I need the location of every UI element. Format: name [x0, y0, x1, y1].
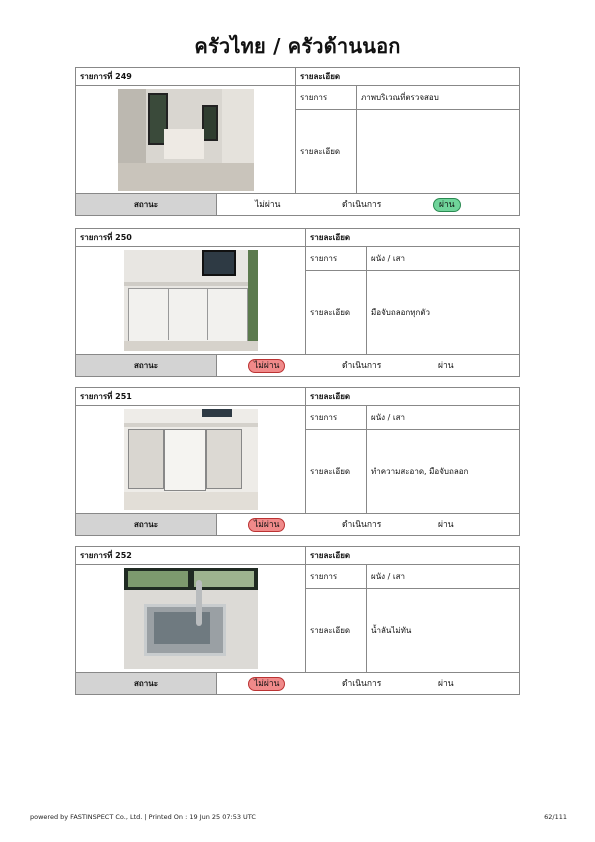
status-option-fail[interactable]: ไม่ผ่าน [248, 359, 285, 373]
detail-header: รายละเอียด [310, 551, 351, 560]
inspection-item-249 [75, 67, 520, 216]
inspection-photo[interactable] [124, 568, 258, 669]
status-option-in-progress[interactable]: ดำเนินการ [342, 199, 382, 210]
item-label: รายการ [306, 565, 367, 588]
item-value: ภาพบริเวณที่ตรวจสอบ [361, 93, 439, 102]
status-option-pass[interactable]: ผ่าน [433, 198, 461, 212]
status-label: สถานะ [76, 355, 217, 376]
inspection-photo[interactable] [124, 250, 258, 351]
status-label: สถานะ [76, 194, 217, 215]
status-label: สถานะ [76, 514, 217, 535]
status-options [217, 514, 519, 535]
status-option-in-progress[interactable]: ดำเนินการ [342, 678, 382, 689]
inspection-photo[interactable] [124, 409, 258, 510]
status-option-pass[interactable]: ผ่าน [438, 678, 454, 689]
item-label: รายการ [306, 406, 367, 429]
page-title: ครัวไทย / ครัวด้านนอก [194, 34, 401, 58]
status-option-fail[interactable]: ไม่ผ่าน [248, 677, 285, 691]
status-option-pass[interactable]: ผ่าน [438, 360, 454, 371]
inspection-item-251 [75, 387, 520, 536]
detail-value: น้ำลันไม่ทัน [371, 626, 412, 635]
photo-cell [76, 247, 306, 354]
detail-label: รายละเอียด [306, 589, 367, 672]
item-number: รายการที่ 249 [76, 68, 296, 85]
status-option-in-progress[interactable]: ดำเนินการ [342, 519, 382, 530]
status-options [217, 673, 519, 694]
status-options [217, 355, 519, 376]
detail-label: รายละเอียด [306, 271, 367, 354]
detail-value [357, 110, 519, 193]
inspection-item-250 [75, 228, 520, 377]
item-value: ผนัง / เสา [371, 572, 405, 581]
status-option-pass[interactable]: ผ่าน [438, 519, 454, 530]
item-value: ผนัง / เสา [371, 413, 405, 422]
photo-cell [76, 406, 306, 513]
detail-label: รายละเอียด [306, 430, 367, 513]
item-label: รายการ [306, 247, 367, 270]
photo-cell [76, 565, 306, 672]
detail-header: รายละเอียด [300, 72, 341, 81]
item-number: รายการที่ 252 [76, 547, 306, 564]
item-value: ผนัง / เสา [371, 254, 405, 263]
item-number: รายการที่ 250 [76, 229, 306, 246]
page-number: 62/111 [544, 813, 567, 821]
status-options [217, 194, 519, 215]
status-option-fail[interactable]: ไม่ผ่าน [248, 518, 285, 532]
item-number: รายการที่ 251 [76, 388, 306, 405]
footer-printed-info: powered by FASTINSPECT Co., Ltd. | Printed On : 19 Jun 25 07:53 UTC [30, 813, 256, 821]
inspection-photo[interactable] [118, 89, 254, 191]
status-label: สถานะ [76, 673, 217, 694]
detail-label: รายละเอียด [296, 110, 357, 193]
detail-value: ทำความสะอาด, มือจับถลอก [371, 467, 469, 476]
detail-header: รายละเอียด [310, 233, 351, 242]
detail-value: มือจับถลอกทุกตัว [371, 308, 431, 317]
inspection-item-252 [75, 546, 520, 695]
photo-cell [76, 86, 296, 193]
status-option-fail[interactable]: ไม่ผ่าน [255, 199, 281, 210]
status-option-in-progress[interactable]: ดำเนินการ [342, 360, 382, 371]
detail-header: รายละเอียด [310, 392, 351, 401]
item-label: รายการ [296, 86, 357, 109]
